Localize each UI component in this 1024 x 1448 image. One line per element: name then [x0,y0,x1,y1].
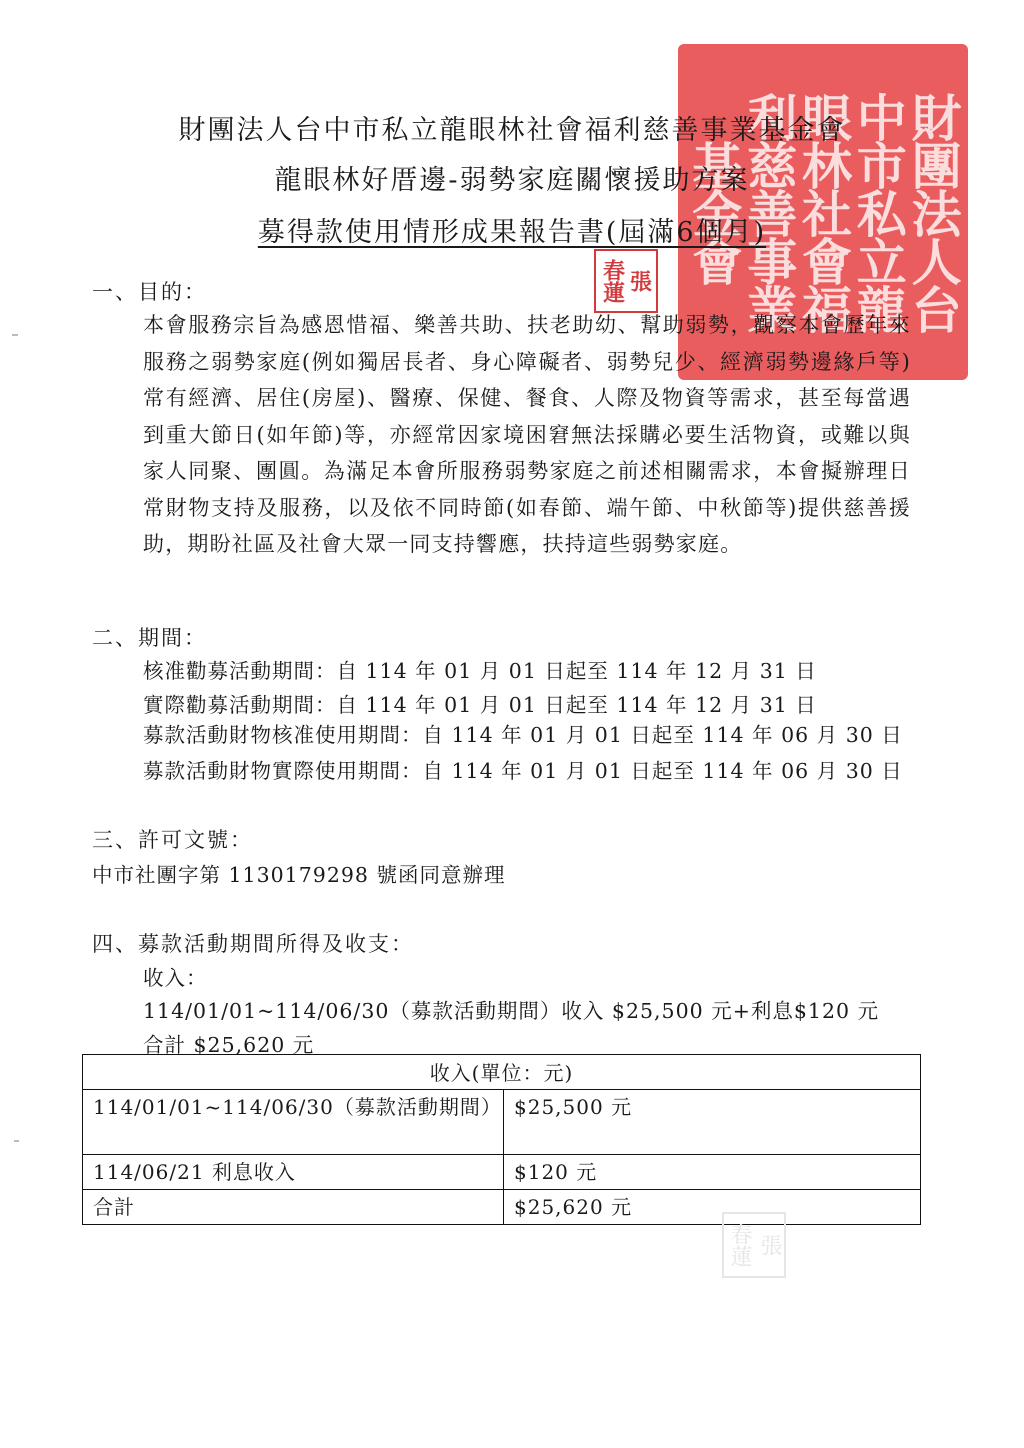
seal-column: 財團法人台 [903,92,963,332]
scan-speck [14,1140,19,1142]
representative-seal [594,249,658,313]
permit-text: 中市社團字第 1130179298 號函同意辦理 [92,863,506,887]
table-row [83,1155,921,1190]
table-cell-label: 114/01/01~114/06/30（募款活動期間） [83,1090,504,1155]
income-line: 114/01/01~114/06/30（募款活動期間）收入 $25,500 元+利息$120 元 [143,999,880,1023]
table-header-row [83,1055,921,1090]
seal-column: 基金會 [684,140,744,284]
org-title: 財團法人台中市私立龍眼林社會福利慈善事業基金會 [178,115,846,146]
income-heading: 四、募款活動期間所得及收支： [92,932,414,956]
table-header: 收入(單位：元) [83,1055,921,1090]
table-cell-amount: $120 元 [504,1155,921,1190]
seal-char: 張 [626,270,653,292]
table-cell-label: 114/06/21 利息收入 [83,1155,504,1190]
seal-column: 中市私立龍 [848,92,908,332]
seal-column: 眼林社會福 [793,92,853,332]
income-total-line: 合計 $25,620 元 [143,1033,315,1057]
period-item: 募款活動財物核准使用期間：自 114 年 01 月 01 日起至 114 年 06 月 30 日 [143,723,903,747]
table-cell-label: 合計 [83,1190,504,1225]
period-item: 核准勸募活動期間：自 114 年 01 月 01 日起至 114 年 12 月 31 日 [143,659,817,683]
period-heading: 二、期間： [92,626,207,650]
purpose-heading: 一、目的： [92,280,207,304]
table-row [83,1190,921,1225]
program-title: 龍眼林好厝邊-弱勢家庭關懷援助方案 [274,165,750,196]
purpose-text: 本會服務宗旨為感恩惜福、樂善共助、扶老助幼、幫助弱勢，觀察本會歷年來服務之弱勢家庭(例如獨居長者、身心障礙者、弱勢兒少、經濟弱勢邊緣戶等)常有經濟、居住(房屋)、醫療、保健、餐食、人際及物資等需求，甚至每當遇到重大節日(如年節)等，亦經常因家境困窘無法採購必要生活物資，或難以與家人同聚、團圓。為滿足本會所服務弱勢家庭之前述相關需求，本會擬辦理日常財物支持及服務，以及依不同時節(如春節、端午節、中秋節等)提供慈善援助，期盼社區及社會大眾一同支持響應，扶持這些弱勢家庭。 [143,313,911,556]
seal-char: 春蓮 [727,1223,752,1267]
period-item: 募款活動財物實際使用期間：自 114 年 01 月 01 日起至 114 年 06 月 30 日 [143,759,903,783]
seal-column: 利慈善事業 [739,92,799,332]
table-row [83,1090,921,1155]
period-item: 實際勸募活動期間：自 114 年 01 月 01 日起至 114 年 12 月 31 日 [143,693,817,717]
seal-char: 張 [757,1234,782,1256]
income-label: 收入： [143,966,208,990]
report-title-text: 募得款使用情形成果報告書(屆滿6個月) [257,217,767,248]
table-cell-amount: $25,500 元 [504,1090,921,1155]
faint-seal-mark [722,1212,786,1278]
report-title [0,210,1024,249]
permit-heading: 三、許可文號： [92,828,253,852]
income-table [82,1054,921,1225]
scan-speck [12,334,18,336]
table-cell-amount: $25,620 元 [504,1190,921,1225]
seal-char: 春蓮 [599,259,626,303]
